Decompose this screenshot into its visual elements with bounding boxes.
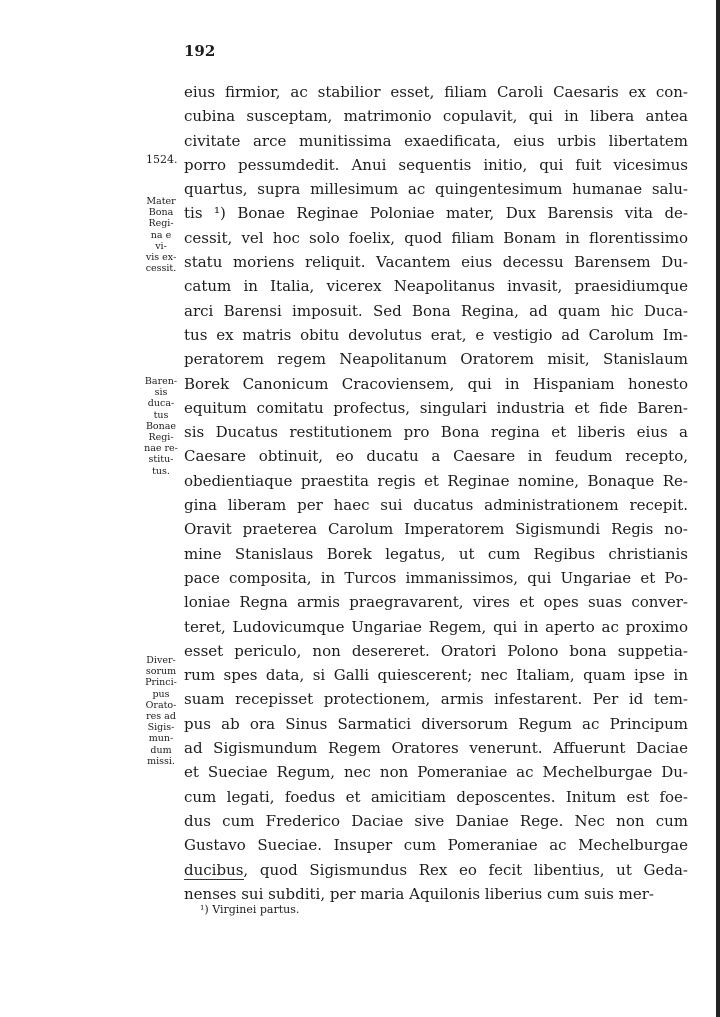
- text-line: catum in Italia, vicerex Neapolitanus invasit, praesidiumque: [184, 277, 688, 296]
- margin-note-line: Sigis-: [147, 722, 175, 734]
- footnote-divider: [184, 879, 244, 880]
- text-line: peratorem regem Neapolitanum Oratorem misit, Stanislaum: [184, 350, 688, 369]
- text-line: gina liberam per haec sui ducatus administrationem recepit.: [184, 496, 688, 515]
- margin-note-line: mun-: [148, 733, 174, 745]
- margin-note-line: vi-: [155, 240, 167, 252]
- margin-note-line: Orato-: [145, 699, 177, 711]
- text-line: equitum comitatu profectus, singulari industria et fide Baren-: [184, 398, 688, 417]
- margin-note-line: pus: [152, 688, 170, 700]
- margin-note-line: stitu-: [148, 454, 174, 466]
- page-edge-shadow: [716, 0, 720, 1017]
- text-line: statu moriens reliquit. Vacantem eius decessu Barensem Du-: [184, 253, 688, 272]
- text-line: Oravit praeterea Carolum Imperatorem Sigismundi Regis no-: [184, 520, 688, 539]
- margin-note-line: res ad: [146, 711, 176, 723]
- text-line: tis ¹) Bonae Reginae Poloniae mater, Dux Barensis vita de-: [184, 204, 688, 223]
- text-line: cessit, vel hoc solo foelix, quod filiam Bonam in florentissimo: [184, 228, 688, 247]
- margin-note-line: missi.: [147, 755, 175, 767]
- main-text: [184, 80, 688, 906]
- margin-note-line: tus.: [152, 465, 170, 477]
- text-line: ad Sigismundum Regem Oratores venerunt. Affuerunt Daciae: [184, 739, 688, 758]
- text-line: cubina susceptam, matrimonio copulavit, qui in libera antea: [184, 107, 688, 126]
- margin-note-line: Bonae: [145, 420, 177, 432]
- margin-note-line: na e: [150, 229, 172, 241]
- text-line: pace composita, in Turcos immanissimos, qui Ungariae et Po-: [184, 568, 688, 587]
- text-line: Gustavo Sueciae. Insuper cum Pomeraniae ac Mechelburgae: [184, 836, 688, 855]
- margin-note-line: cessit.: [145, 263, 177, 275]
- text-line: arci Barensi imposuit. Sed Bona Regina, ad quam hic Duca-: [184, 301, 688, 320]
- margin-note-line: dum: [150, 744, 172, 756]
- text-line: porro pessumdedit. Anui sequentis initio, qui fuit vicesimus: [184, 155, 688, 174]
- text-line: quartus, supra millesimum ac quingentesimum humanae salu-: [184, 180, 688, 199]
- margin-note-line: Bona: [148, 207, 174, 219]
- text-line: nenses sui subditi, per maria Aquilonis liberius cum suis mer-: [184, 884, 654, 903]
- margin-note-line: sorum: [145, 666, 177, 678]
- text-line: ducibus, quod Sigismundus Rex eo fecit libentius, ut Geda-: [184, 860, 688, 879]
- text-line: sis Ducatus restitutionem pro Bona regina et liberis eius a: [184, 423, 688, 442]
- text-line: teret, Ludovicumque Ungariae Regem, qui in aperto ac proximo: [184, 617, 688, 636]
- text-line: civitate arce munitissima exaedificata, eius urbis libertatem: [184, 131, 688, 150]
- text-line: tus ex matris obitu devolutus erat, e vestigio ad Carolum Im-: [184, 325, 688, 344]
- text-line: Borek Canonicum Cracoviensem, qui in Hispaniam honesto: [184, 374, 688, 393]
- margin-note-line: Regi-: [148, 218, 174, 230]
- margin-note-barensis-ducatus: [140, 376, 182, 477]
- margin-note-line: Regi-: [148, 432, 174, 444]
- text-line: eius firmior, ac stabilior esset, filiam Caroli Caesaris ex con-: [184, 83, 688, 101]
- footnote: ¹) Virginei partus.: [200, 903, 300, 916]
- margin-note-line: Mater: [146, 196, 176, 207]
- margin-note-line: Diver-: [146, 655, 176, 666]
- margin-note-line: nae re-: [144, 443, 178, 455]
- margin-note-line: Princi-: [145, 677, 177, 689]
- text-line: suam recepisset protectionem, armis infestarent. Per id tem-: [184, 690, 688, 709]
- text-line: pus ab ora Sinus Sarmatici diversorum Regum ac Principum: [184, 714, 688, 733]
- margin-year: 1524.: [146, 153, 178, 166]
- margin-note-line: Baren-: [144, 376, 178, 387]
- margin-note-line: duca-: [147, 398, 175, 410]
- margin-note-line: tus: [153, 409, 169, 421]
- text-line: Caesare obtinuit, eo ducatu a Caesare in feudum recepto,: [184, 447, 688, 466]
- text-line: dus cum Frederico Daciae sive Daniae Rege. Nec non cum: [184, 811, 688, 830]
- text-line: mine Stanislaus Borek legatus, ut cum Regibus christianis: [184, 544, 688, 563]
- text-line: loniae Regna armis praegravarent, vires et opes suas conver-: [184, 593, 688, 612]
- text-line: obedientiaque praestita regis et Reginae nomine, Bonaque Re-: [184, 471, 688, 490]
- text-line: esset periculo, non desereret. Oratori Polono bona suppetia-: [184, 641, 688, 660]
- text-line: et Sueciae Regum, nec non Pomeraniae ac Mechelburgae Du-: [184, 763, 688, 782]
- margin-note-line: sis: [154, 387, 168, 399]
- text-line: rum spes data, si Galli quiescerent; nec Italiam, quam ipse in: [184, 666, 688, 685]
- margin-note-diversorum-principum: [140, 655, 182, 767]
- text-line: cum legati, foedus et amicitiam deposcentes. Initum est foe-: [184, 787, 688, 806]
- margin-note-line: vis ex-: [145, 252, 177, 264]
- margin-note-mater-bona: [140, 196, 182, 274]
- page-number: 192: [184, 42, 216, 60]
